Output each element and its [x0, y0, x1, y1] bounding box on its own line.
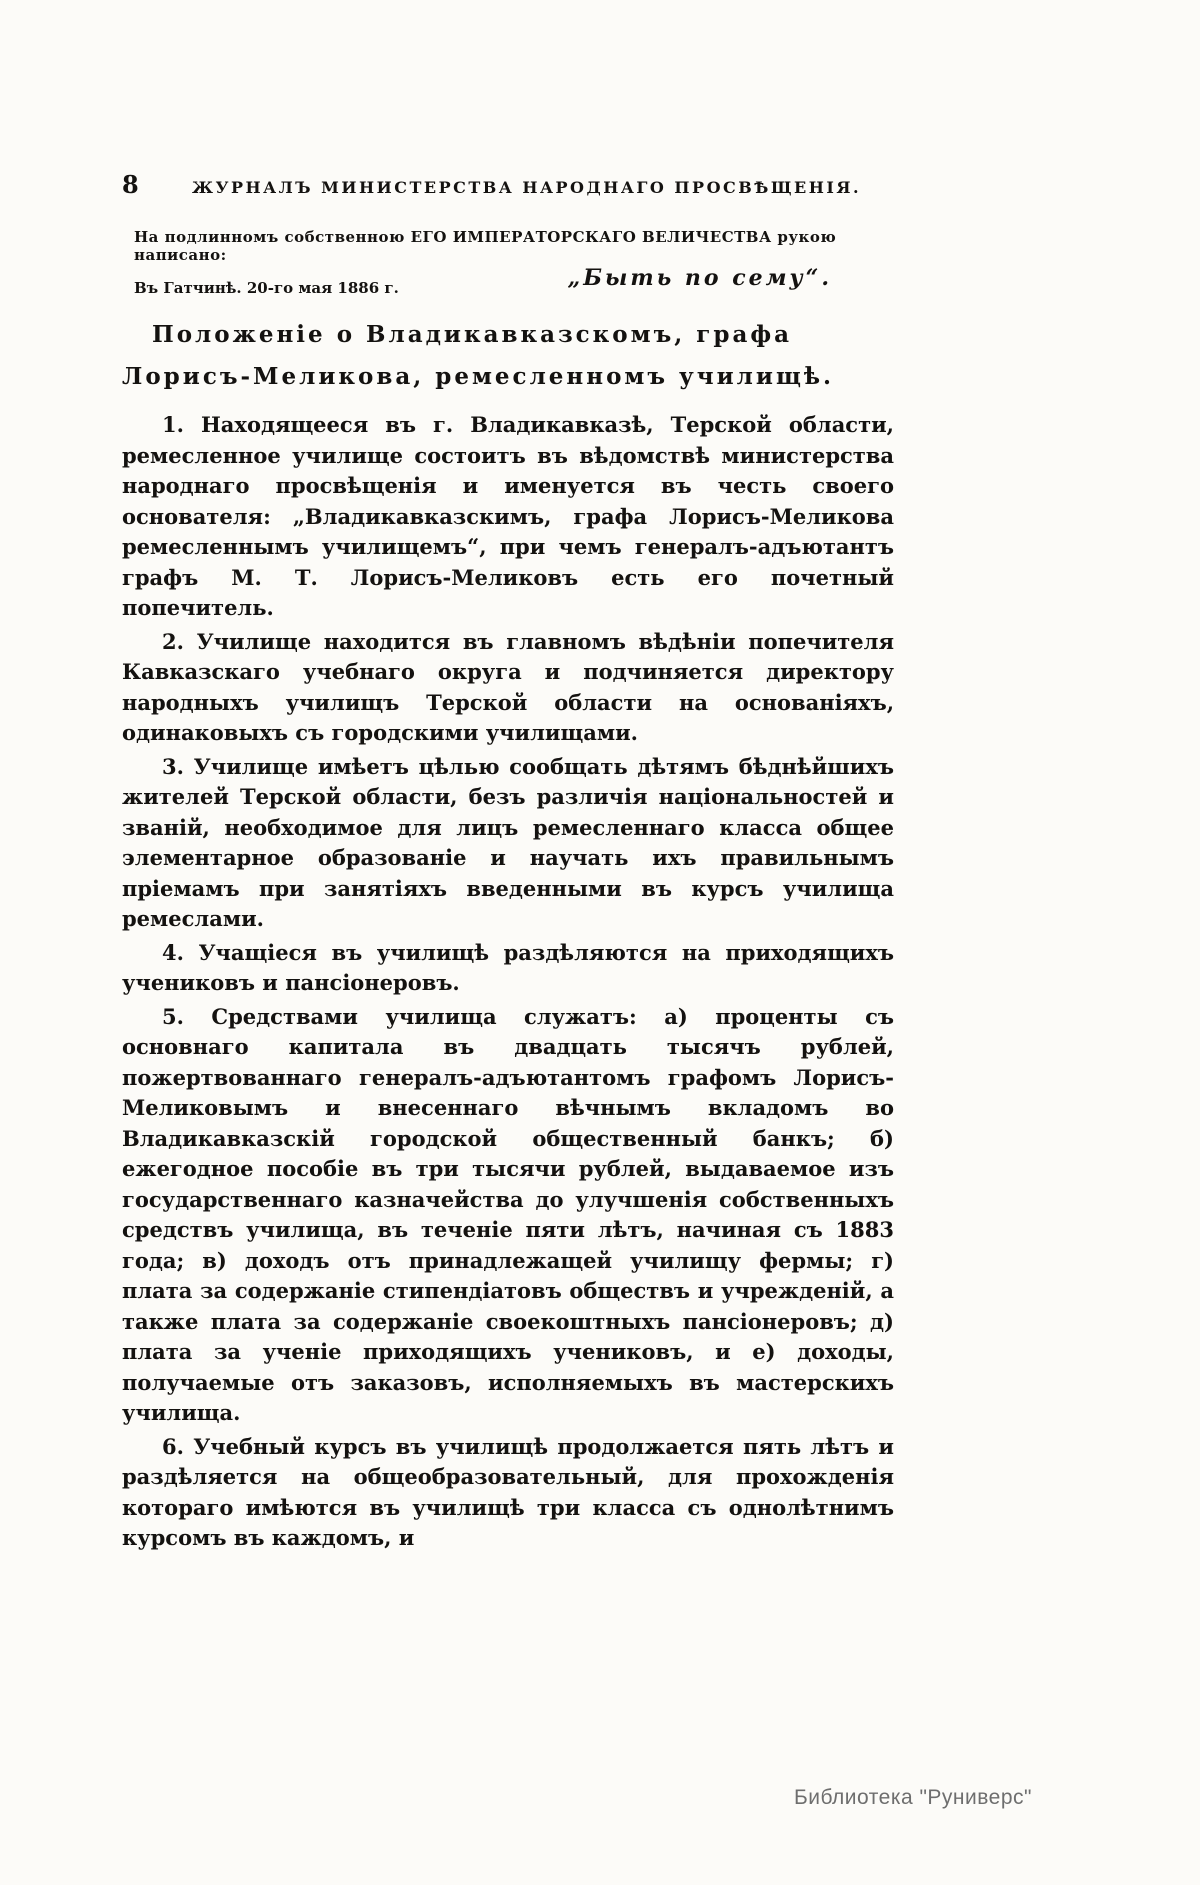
- body-paragraph-2: 2. Училище находится въ главномъ вѣдѣніи попечителя Кавказскаго учебнаго округа и подчиняется директору народныхъ училищъ Терской области на основаніяхъ, одинаковыхъ съ городскими училищами.: [122, 628, 894, 745]
- body-paragraph-6: 6. Учебный курсъ въ училищѣ продолжается пять лѣтъ и раздѣляется на общеобразовательный, для прохожденія котораго имѣются въ училищѣ три класса съ однолѣтнимъ курсомъ въ каждомъ, и: [122, 1433, 894, 1550]
- journal-running-header: ЖУРНАЛЪ МИНИСТЕРСТВА НАРОДНАГО ПРОСВѢЩЕНІЯ.: [192, 178, 862, 197]
- document-body: [122, 410, 894, 1557]
- imperial-approval-note: [134, 228, 894, 299]
- imperial-resolution-handwriting: „Быть по сему“.: [567, 265, 832, 291]
- running-header-row: [122, 170, 894, 199]
- document-title: Положеніе о Владикавказскомъ, графа Лорисъ-Меликова, ремесленномъ училищѣ.: [122, 321, 835, 390]
- body-paragraph-4: 4. Учащіеся въ училищѣ раздѣляются на приходящихъ учениковъ и пансіонеровъ.: [122, 939, 894, 995]
- page-number: 8: [122, 170, 139, 199]
- library-watermark: Библиотека "Руниверс": [793, 1786, 1032, 1809]
- body-paragraph-3: 3. Училище имѣетъ цѣлью сообщать дѣтямъ бѣднѣйшихъ жителей Терской области, безъ различія національностей и званій, необходимое для лицъ ремесленнаго класса общее элементарное образованіе и научать ихъ правильнымъ пріемамъ при занятіяхъ введенными въ курсъ училища ремеслами.: [122, 753, 894, 931]
- place-date-line: Въ Гатчинѣ. 20-го мая 1886 г.: [134, 279, 399, 297]
- body-paragraph-5: 5. Средствами училища служатъ: а) проценты съ основнаго капитала въ двадцать тысячъ рублей, пожертвованнаго генералъ-адъютантомъ графомъ Лорисъ-Меликовымъ и внесеннаго вѣчнымъ вкладомъ во Владикавказскій городской общественный банкъ; б) ежегодное пособіе въ три тысячи рублей, выдаваемое изъ государственнаго казначейства до улучшенія собственныхъ средствъ училища, въ теченіе пяти лѣтъ, начиная съ 1883 года; в) доходъ отъ принадлежащей училищу фермы; г) плата за содержаніе стипендіатовъ обществъ и учрежденій, а также плата за содержаніе своекоштныхъ пансіонеровъ; д) плата за ученіе приходящихъ учениковъ, и е) доходы, получаемые отъ заказовъ, исполняемыхъ въ мастерскихъ училища.: [122, 1003, 894, 1425]
- body-paragraph-1: 1. Находящееся въ г. Владикавказѣ, Терской области, ремесленное училище состоитъ въ вѣдомствѣ министерства народнаго просвѣщенія и именуется въ честь своего основателя: „Владикавказскимъ, графа Лорисъ-Меликова ремесленнымъ училищемъ“, при чемъ генералъ-адъютантъ графъ М. Т. Лорисъ-Меликовъ есть его почетный попечитель.: [122, 412, 894, 620]
- imperial-note-second-row: [134, 265, 894, 299]
- imperial-approval-line: На подлинномъ собственною ЕГО ИМПЕРАТОРСКАГО ВЕЛИЧЕСТВА рукою написано:: [134, 228, 837, 264]
